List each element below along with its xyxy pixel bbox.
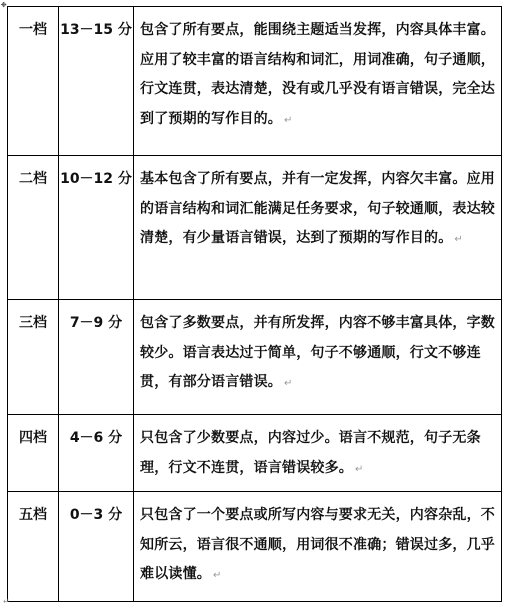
grade-cell: 四档 [8,415,59,492]
table-row [8,156,502,300]
description-cell [134,415,502,492]
paragraph-mark-icon: ↵ [284,114,293,126]
score-cell: 7－9 分 [59,300,134,415]
paragraph-mark-icon: ↵ [454,234,463,245]
grade-cell: 一档 [8,7,59,156]
description-cell [134,156,502,300]
score-cell: 13－15 分 [59,7,134,156]
end-of-document-mark-icon: ↵ [3,597,10,606]
table-row [8,492,502,602]
description-cell [134,7,502,156]
description-cell [134,300,502,415]
paragraph-mark-icon: ↵ [284,378,293,389]
table-row [8,415,502,492]
table-row [8,7,502,156]
description-cell [134,492,502,602]
table-move-handle-icon[interactable]: ✥ [1,0,7,10]
paragraph-mark-icon: ↵ [213,570,222,581]
grade-cell: 三档 [8,300,59,415]
score-cell: 0－3 分 [59,492,134,602]
grade-cell: 二档 [8,156,59,300]
description-text: 包含了多数要点，并有所发挥，内容不够丰富具体，字数较少。语言表达过于简单，句子不够通顺，行文不够连贯，有部分语言错误。 [140,315,495,390]
description-text: 基本包含了所有要点，并有一定发挥，内容欠丰富。应用的语言结构和词汇能满足任务要求，句子较通顺，表达较清楚，有少量语言错误，达到了预期的写作目的。 [140,171,495,246]
paragraph-mark-icon: ↵ [355,463,364,475]
description-text: 只包含了一个要点或所写内容与要求无关，内容杂乱，不知所云，语言很不通顺，用词很不准确；错误过多，几乎难以读懂。 [140,507,495,582]
description-text: 包含了所有要点，能围绕主题适当发挥，内容具体丰富。应用了较丰富的语言结构和词汇，用词准确，句子通顺，行文连贯，表达清楚，没有或几乎没有语言错误，完全达到了预期的写作目的。 [140,22,495,127]
scoring-table [7,6,502,602]
score-cell: 4－6 分 [59,415,134,492]
score-cell: 10－12 分 [59,156,134,300]
grade-cell: 五档 [8,492,59,602]
description-text: 只包含了少数要点，内容过少。语言不规范，句子无条理，行文不连贯，语言错误较多。 [140,430,481,476]
table-row [8,300,502,415]
